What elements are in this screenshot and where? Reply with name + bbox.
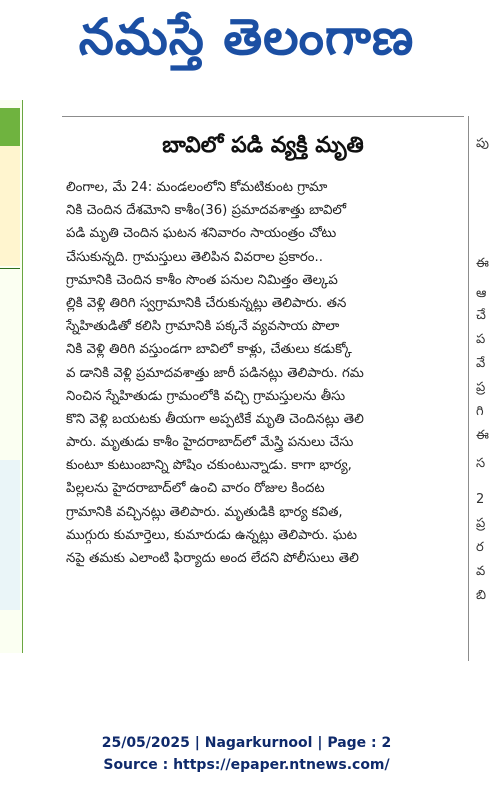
article-line: గ్రామానికి వచ్చినట్లు తెలిపారు. మృతుడికి భార్య కవిత,	[66, 504, 343, 520]
strip-divider	[0, 268, 20, 269]
article-line: ముగ్గురు కుమార్తెలు, కుమారుడు ఉన్నట్లు తెలిపారు. ఘట	[66, 527, 358, 543]
fragment-text: ప్ర	[476, 516, 486, 531]
fragment-text: ప్ర	[476, 380, 486, 395]
fragment-text: స	[476, 456, 486, 471]
column-divider	[468, 116, 469, 661]
article-line: నికి చెందిన దేశమోని కాశీం(36) ప్రమాదవశాత్తు బావిలో	[66, 203, 347, 219]
fragment-text: గి	[476, 404, 484, 419]
fragment-text: ర	[476, 540, 484, 555]
fragment-text: బి	[476, 588, 487, 603]
cream-band	[0, 146, 20, 266]
article-line: నించిన స్నేహితుడు గ్రామంలోకి వచ్చి గ్రామస్తులను తీసు	[66, 388, 346, 404]
fragment-text: వ	[476, 564, 486, 579]
adjacent-column-fragments	[476, 136, 493, 656]
article-line: లింగాల, మే 24: మండలంలోని కోమటికుంట గ్రామా	[66, 180, 328, 195]
article-line: కుంటూ కుటుంబాన్ని పోషిం చకుంటున్నాడు. కాగా భార్య,	[66, 458, 352, 474]
article-line: నపై తమకు ఎలాంటి ఫిర్యాదు అంద లేదని పోలీసులు తెలి	[66, 551, 359, 566]
article-line: నికి వెళ్లి తిరిగి వస్తుండగా బావిలో కాళ్లు, చేతులు కడుక్కో	[66, 342, 352, 358]
article-line: పడి మృతి చెందిన ఘటన శనివారం సాయంత్రం చోటు	[66, 226, 337, 242]
article-body	[66, 176, 462, 570]
fragment-text: పు	[476, 136, 489, 151]
article-line: వ డానికి వెళ్లి ప్రమాదవశాత్తు జారీ పడినట్లు తెలిపారు. గమ	[66, 365, 364, 381]
newspaper-logo: నమస్తే తెలంగాణ	[78, 8, 415, 66]
fragment-text: 2	[476, 492, 485, 507]
article-top-rule	[62, 116, 464, 117]
article-line: స్నేహితుడితో కలిసి గ్రామానికి పక్కనే వ్యవసాయ పొలా	[66, 319, 340, 335]
fragment-text: ఈ	[476, 428, 489, 443]
green-band	[0, 108, 20, 146]
source-url: Source : https://epaper.ntnews.com/	[103, 757, 390, 773]
fragment-text: ప	[476, 332, 486, 347]
article-line: పారు. మృతుడు కాశీం హైదరాబాద్‌లో మేస్త్రి పనులు చేసు	[66, 435, 354, 451]
adjacent-article-strip	[0, 100, 23, 653]
article-line: ల్లికి వెళ్లి తిరిగి స్వగ్రామానికి చేరుకున్నట్లు తెలిపారు. తన	[66, 295, 347, 311]
fragment-text: ఈ	[476, 256, 489, 271]
masthead	[0, 0, 493, 78]
article-headline: బావిలో పడి వ్యక్తి మృతి	[162, 133, 364, 158]
edition-info: 25/05/2025 | Nagarkurnool | Page : 2	[101, 735, 392, 751]
footer	[0, 732, 493, 776]
article-line: పిల్లలను హైదరాబాద్‌లో ఉంచి వారం రోజుల కిందట	[66, 481, 325, 497]
article-line: చేసుకున్నది. గ్రామస్తులు తెలిపిన వివరాల ప్రకారం..	[66, 249, 323, 265]
article-line: కొని వెళ్లి బయటకు తీయగా అప్పటికే మృతి చెందినట్లు తెలి	[66, 411, 364, 427]
fragment-text: చే	[476, 308, 486, 323]
article-line: గ్రామానికి చెందిన కాశీం సొంత పనుల నిమిత్తం తెల్కప	[66, 272, 338, 288]
light-blue-band	[0, 460, 20, 610]
fragment-text: ఆ	[476, 286, 487, 301]
fragment-text: వే	[476, 356, 486, 371]
